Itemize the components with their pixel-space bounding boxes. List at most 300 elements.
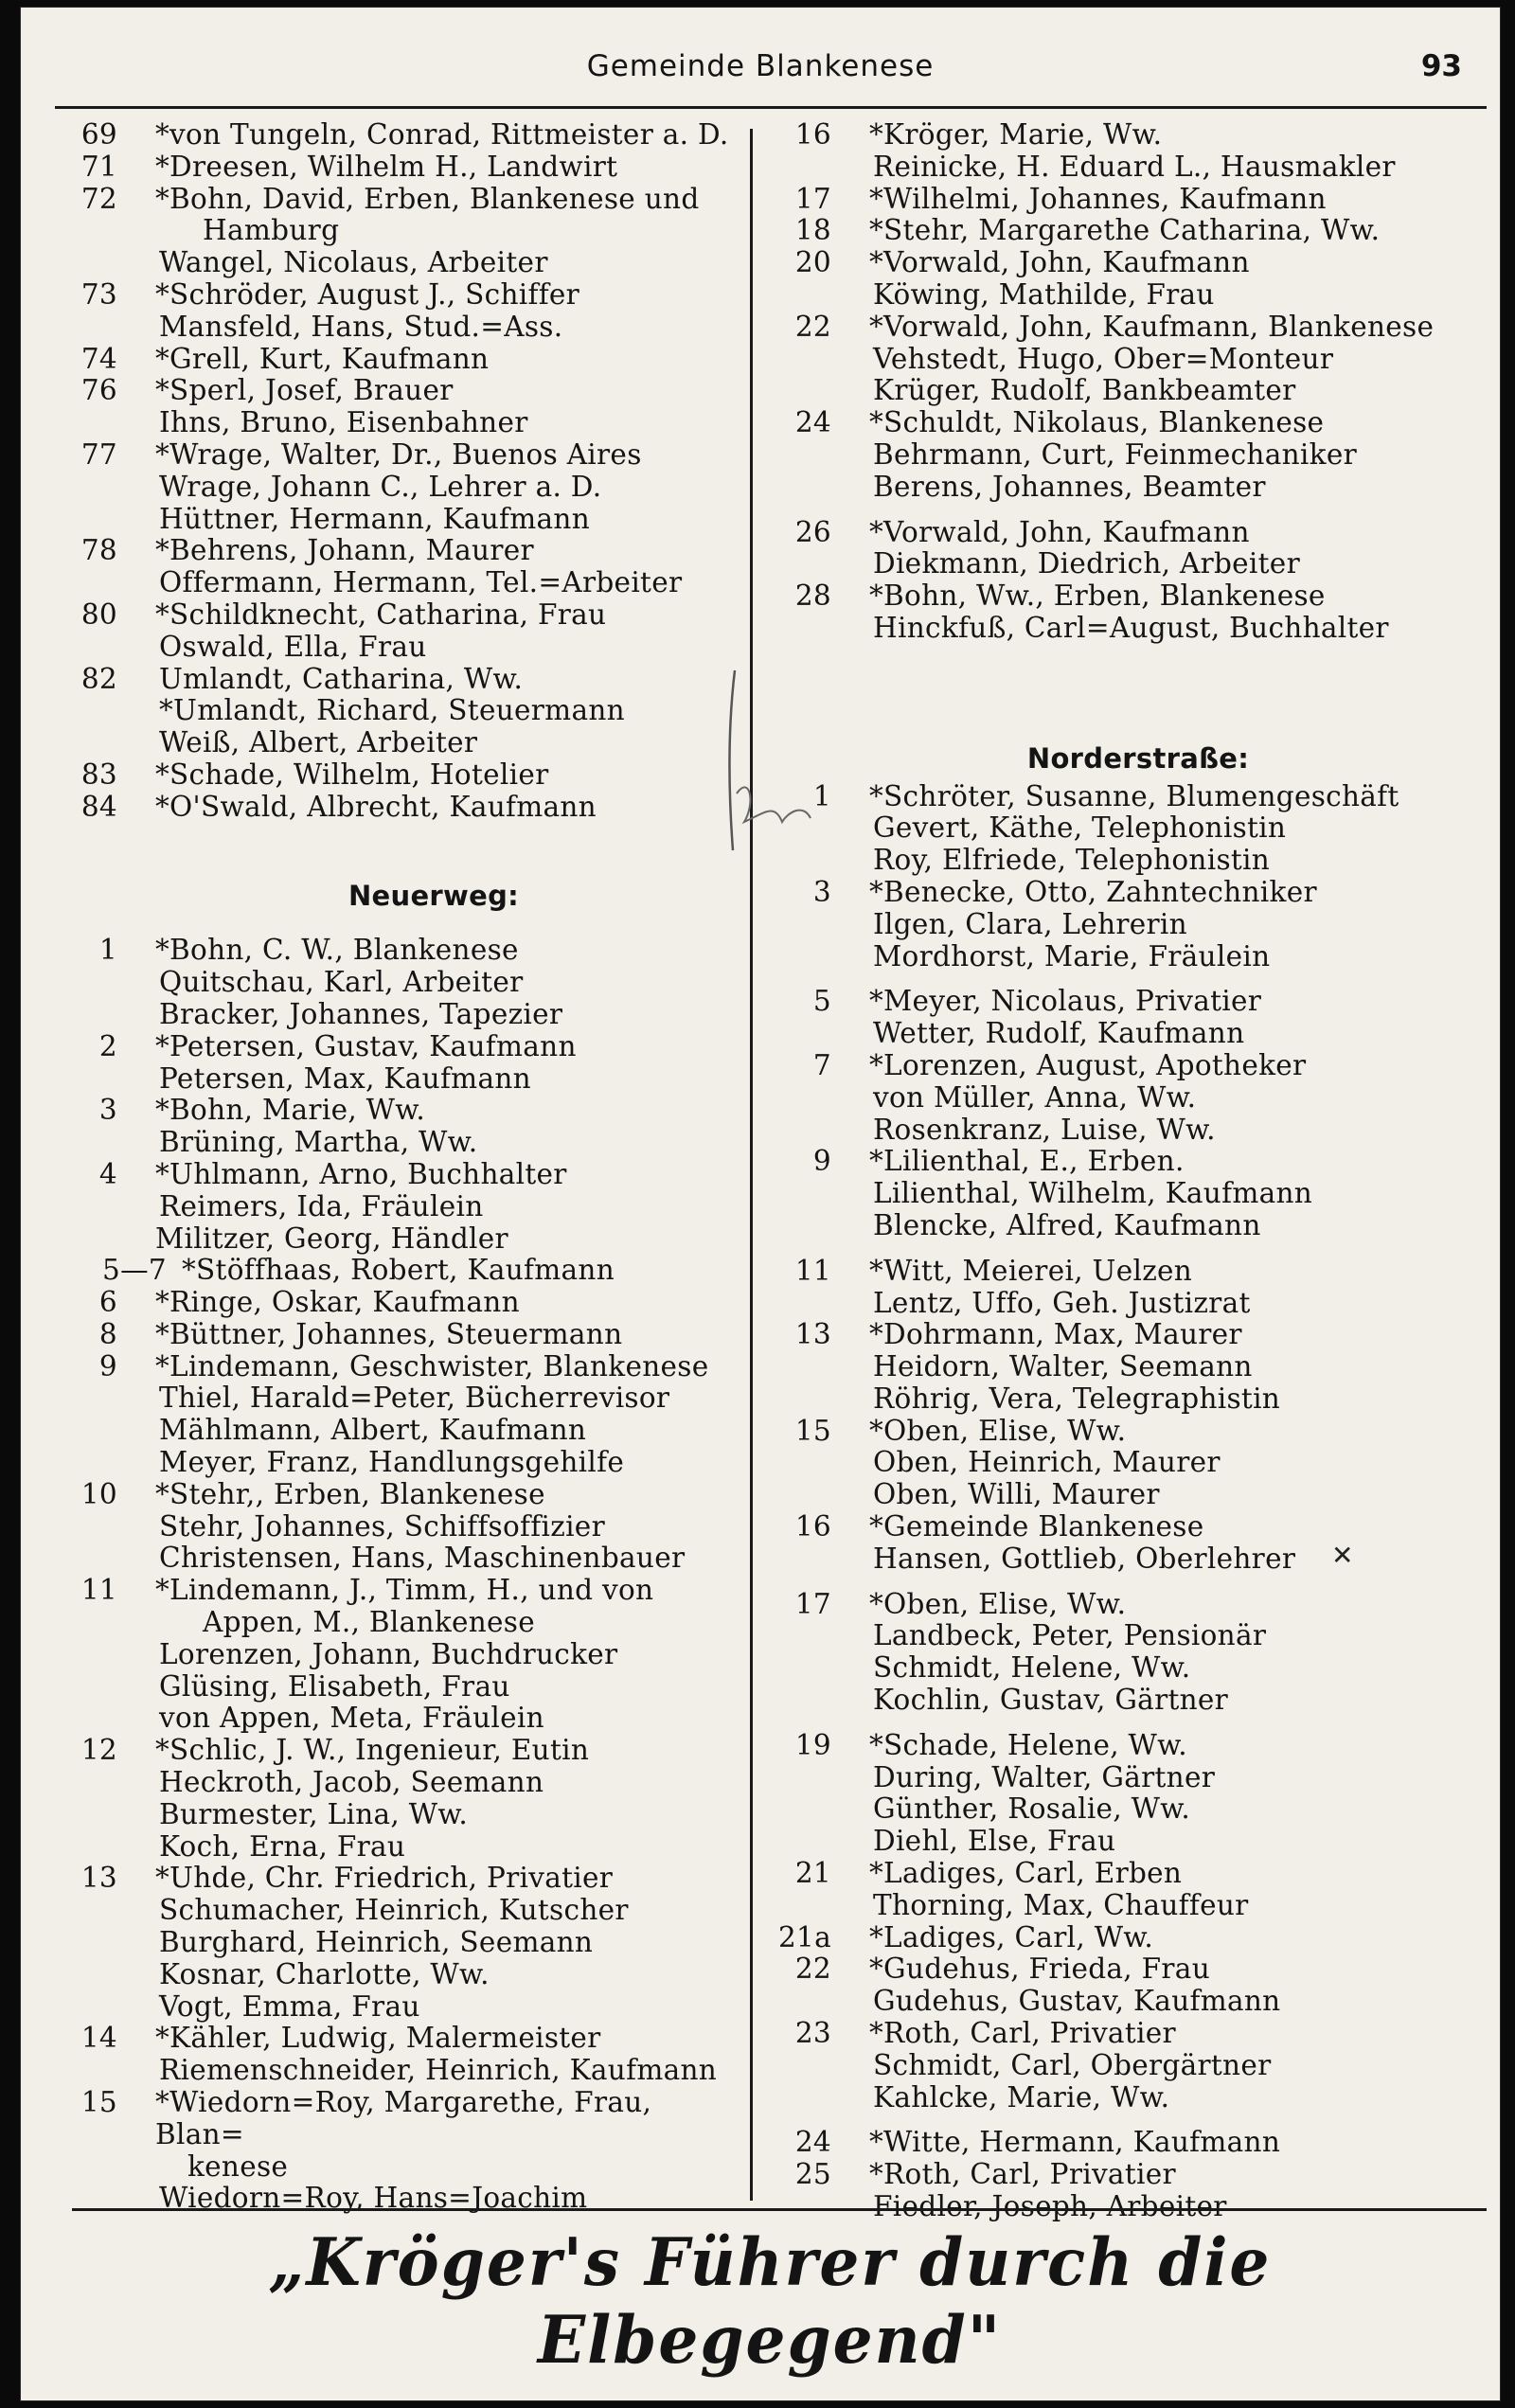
resident-name: *Schröter, Susanne, Blumengeschäft [869,779,1399,812]
resident-name: Appen, M., Blankenese [203,1606,536,1639]
directory-entry [55,1159,746,1191]
directory-entry [55,2055,746,2087]
resident-name: *Vorwald, John, Kaufmann, Blankenese [869,310,1435,343]
resident-name: *Gudehus, Frieda, Frau [869,1953,1210,1986]
resident-name: Fiedler, Joseph, Arbeiter [873,2190,1227,2223]
directory-entry [769,812,1488,845]
directory-entry [55,1831,746,1864]
resident-name: Wetter, Rudolf, Kaufmann [873,1017,1245,1050]
directory-entry [769,845,1488,877]
resident-name: *Sperl, Josef, Brauer [155,374,454,407]
resident-name: *Dreesen, Wilhelm H., Landwirt [155,150,618,183]
resident-name: *Meyer, Nicolaus, Privatier [869,985,1262,1018]
resident-name: *Vorwald, John, Kaufmann [869,246,1250,279]
resident-name: *Stehr,, Erben, Blankenese [155,1477,545,1510]
directory-entry [769,580,1488,613]
directory-entry [55,1382,746,1415]
resident-name: Landbeck, Peter, Pensionär [873,1619,1267,1652]
house-number: 82 [80,662,117,695]
directory-entry [55,1959,746,1991]
resident-name: Hansen, Gottlieb, Oberlehrer [873,1542,1296,1575]
house-number: 28 [794,580,831,613]
directory-entry [55,1991,746,2024]
directory-entry [769,1858,1488,1890]
resident-name: Thorning, Max, Chauffeur [873,1888,1249,1921]
directory-entry [769,1479,1488,1511]
house-number: 5—7 [102,1254,167,1287]
directory-entry [769,1018,1488,1050]
directory-entry [55,1927,746,1959]
resident-name: Rosenkranz, Luise, Ww. [873,1113,1216,1146]
house-number: 76 [80,374,117,407]
resident-name: Oben, Willi, Maurer [873,1478,1160,1511]
house-number: 7 [812,1048,831,1081]
directory-entry [769,152,1488,184]
resident-name: Kochlin, Gustav, Gärtner [873,1684,1229,1717]
resident-name: *Benecke, Otto, Zahntechniker [869,875,1317,908]
directory-entry [55,1063,746,1096]
directory-entry [769,517,1488,549]
house-number: 9 [98,1349,117,1382]
directory-entry [769,1986,1488,2018]
resident-name: Koch, Erna, Frau [159,1829,406,1863]
resident-name: *von Tungeln, Conrad, Rittmeister a. D. [155,118,729,151]
resident-name: Weiß, Albert, Arbeiter [159,726,478,759]
resident-name: Gudehus, Gustav, Kaufmann [873,1985,1281,2018]
resident-name: Burmester, Lina, Ww. [159,1797,469,1830]
directory-entry [769,1383,1488,1416]
directory-entry [55,1223,746,1256]
resident-name: *Schuldt, Nikolaus, Blankenese [869,406,1325,439]
house-number: 9 [812,1145,831,1178]
directory-entry [769,1319,1488,1351]
resident-name: Meyer, Franz, Handlungsgehilfe [159,1446,625,1479]
left-column [55,119,746,2215]
house-number: 71 [80,150,117,183]
resident-name: Roy, Elfriede, Telephonistin [873,844,1271,877]
directory-entry [769,472,1488,504]
directory-entry [55,2087,746,2151]
resident-name: *Vorwald, John, Kaufmann [869,515,1250,548]
directory-entry [55,1543,746,1575]
directory-entry [55,247,746,279]
house-number: 1 [98,934,117,967]
directory-entry [55,1287,746,1319]
directory-entry [55,279,746,312]
resident-name: Reinicke, H. Eduard L., Hausmakler [873,150,1396,183]
directory-entry [769,1447,1488,1479]
directory-entry [769,1922,1488,1954]
directory-entry [769,1953,1488,1986]
house-number: 1 [812,779,831,812]
house-number: 26 [794,515,831,548]
resident-name: *Schade, Helene, Ww. [869,1728,1187,1761]
resident-name: Wangel, Nicolaus, Arbeiter [159,246,548,279]
directory-entry [55,1319,746,1351]
directory-entry [55,567,746,599]
directory-entry [55,184,746,216]
directory-entry [769,1652,1488,1685]
directory-entry [55,2023,746,2055]
resident-name: Kosnar, Charlotte, Ww. [159,1957,490,1990]
directory-entry [769,1351,1488,1383]
directory-entry [55,215,746,247]
resident-name: Wrage, Johann C., Lehrer a. D. [159,470,602,503]
resident-name: Vehstedt, Hugo, Ober=Monteur [873,342,1334,375]
house-number: 11 [794,1254,831,1287]
resident-name: Christensen, Hans, Maschinenbauer [159,1542,686,1575]
directory-entry [55,632,746,664]
house-number: 69 [80,118,117,151]
directory-page [21,8,1500,2400]
resident-name: During, Walter, Gärtner [873,1760,1216,1793]
resident-name: *Schröder, August J., Schiffer [155,277,580,311]
resident-name: kenese [187,2149,289,2183]
house-number: 74 [80,342,117,375]
directory-entry [55,439,746,472]
resident-name: Hinckfuß, Carl=August, Buchhalter [873,611,1389,644]
resident-name: Oswald, Ella, Frau [159,630,427,663]
directory-entry [769,1762,1488,1794]
resident-name: *Oben, Elise, Ww. [869,1414,1127,1447]
directory-entry [769,1685,1488,1717]
house-number: 77 [80,437,117,471]
directory-entry [769,2191,1488,2223]
resident-name: Glüsing, Elisabeth, Frau [159,1669,510,1703]
house-number: 20 [794,246,831,279]
house-number: 2 [98,1029,117,1062]
resident-name: Mansfeld, Hans, Stud.=Ass. [159,310,563,343]
resident-name: Berens, Johannes, Beamter [873,470,1266,503]
house-number: 24 [794,2126,831,2159]
house-number: 10 [80,1477,117,1510]
resident-name: *Witte, Hermann, Kaufmann [869,2126,1281,2159]
directory-entry [769,407,1488,439]
resident-name: *Wrage, Walter, Dr., Buenos Aires [155,437,642,471]
directory-entry [769,1256,1488,1288]
house-number: 14 [80,2022,117,2055]
directory-entry [769,1730,1488,1762]
directory-entry [769,2050,1488,2082]
column-divider [750,129,753,2201]
resident-name: *Wilhelmi, Johannes, Kaufmann [869,182,1327,215]
resident-name: *Lilienthal, E., Erben. [869,1145,1185,1178]
resident-name: *Oben, Elise, Ww. [869,1587,1127,1620]
footer-rule [72,2208,1487,2211]
resident-name: Günther, Rosalie, Ww. [873,1793,1191,1826]
resident-name: *Ladiges, Carl, Ww. [869,1920,1154,1953]
resident-name: Kahlcke, Marie, Ww. [873,2080,1170,2114]
directory-entry [55,599,746,632]
resident-name: Petersen, Max, Kaufmann [159,1061,531,1095]
directory-entry [55,1511,746,1543]
page-title: Gemeinde Blankenese [586,49,935,83]
resident-name: Stehr, Johannes, Schiffsoffizier [159,1509,605,1543]
resident-name: Bracker, Johannes, Tapezier [159,997,563,1030]
right-column [769,119,1488,2223]
resident-name: *Ringe, Oskar, Kaufmann [155,1286,520,1319]
house-number: 6 [98,1286,117,1319]
directory-entry [769,1793,1488,1826]
directory-entry [55,664,746,696]
house-number: 12 [80,1734,117,1767]
resident-name: *Uhde, Chr. Friedrich, Privatier [155,1862,614,1895]
resident-name: Thiel, Harald=Peter, Bücherrevisor [159,1382,670,1415]
resident-name: *Bohn, Ww., Erben, Blankenese [869,580,1326,613]
directory-entry [55,1895,746,1927]
directory-entry [55,535,746,567]
directory-entry [55,1703,746,1735]
directory-entry [55,312,746,344]
directory-entry [769,247,1488,279]
directory-entry [55,2151,746,2184]
directory-entry [769,1210,1488,1242]
directory-entry [769,312,1488,344]
resident-name: *Petersen, Gustav, Kaufmann [155,1029,577,1062]
resident-name: Krüger, Rudolf, Bankbeamter [873,374,1296,407]
directory-entry [55,1351,746,1383]
resident-name: *Grell, Kurt, Kaufmann [155,342,490,375]
resident-name: *Stöffhaas, Robert, Kaufmann [182,1254,615,1287]
resident-name: Köwing, Mathilde, Frau [873,277,1215,311]
directory-entry [769,344,1488,376]
directory-entry [769,781,1488,813]
resident-name: *Bohn, David, Erben, Blankenese und [155,182,700,215]
directory-entry [55,1607,746,1639]
footer-slogan: „Kröger's Führer durch die Elbegegend" [268,2223,1272,2379]
resident-name: *Schildknecht, Catharina, Frau [155,598,607,631]
directory-entry [55,1767,746,1799]
directory-entry [769,1620,1488,1652]
resident-name: Schmidt, Carl, Obergärtner [873,2048,1272,2081]
directory-entry [55,375,746,407]
directory-entry [55,792,746,824]
directory-entry [55,1447,746,1479]
house-number: 19 [794,1728,831,1761]
resident-name: *O'Swald, Albrecht, Kaufmann [155,790,597,823]
directory-entry [55,119,746,152]
cross-mark-icon: ✕ [1331,1540,1354,1571]
resident-name: *Kröger, Marie, Ww. [869,118,1163,151]
directory-entry [769,2159,1488,2191]
directory-entry [769,909,1488,941]
house-number: 21a [777,1920,831,1953]
directory-entry [55,1735,746,1767]
directory-entry [769,1589,1488,1621]
directory-entry [55,967,746,999]
resident-name: von Appen, Meta, Fräulein [159,1702,544,1735]
resident-name: Diehl, Else, Frau [873,1825,1116,1858]
directory-entry [769,2082,1488,2114]
resident-name: Ihns, Bruno, Eisenbahner [159,406,528,439]
pencil-annotation [708,661,822,869]
house-number: 23 [794,2017,831,2050]
house-number: 78 [80,534,117,567]
directory-entry [55,472,746,504]
directory-entry [769,1543,1488,1576]
resident-name: Mordhorst, Marie, Fräulein [873,939,1271,972]
directory-entry [769,2018,1488,2050]
directory-entry [769,215,1488,247]
resident-name: Röhrig, Vera, Telegraphistin [873,1382,1281,1415]
house-number: 15 [80,2086,117,2119]
directory-entry [55,1095,746,1127]
house-number: 17 [794,1587,831,1620]
resident-name: Gevert, Käthe, Telephonistin [873,812,1287,845]
directory-entry [55,1191,746,1223]
resident-name: Lorenzen, Johann, Buchdrucker [159,1637,618,1670]
resident-name: Mählmann, Albert, Kaufmann [159,1414,587,1447]
house-number: 16 [794,118,831,151]
house-number: 73 [80,277,117,311]
resident-name: Militzer, Georg, Händler [155,1222,508,1255]
house-number: 22 [794,310,831,343]
resident-name: Vogt, Emma, Frau [159,1989,420,2023]
resident-name: Wiedorn=Roy, Hans=Joachim [159,2182,588,2215]
directory-entry [769,279,1488,312]
directory-entry [55,1639,746,1671]
directory-entry [55,1671,746,1703]
directory-entry [769,1826,1488,1858]
house-number: 3 [98,1094,117,1127]
directory-entry [55,407,746,439]
resident-name: Offermann, Hermann, Tel.=Arbeiter [159,566,683,599]
resident-name: *Bohn, Marie, Ww. [155,1094,426,1127]
house-number: 15 [794,1414,831,1447]
page-number: 93 [1420,49,1462,83]
resident-name: *Büttner, Johannes, Steuermann [155,1317,623,1350]
directory-entry [769,119,1488,152]
house-number: 4 [98,1157,117,1190]
resident-name: Burghard, Heinrich, Seemann [159,1926,594,1959]
resident-name: *Behrens, Johann, Maurer [155,534,534,567]
house-number: 13 [80,1862,117,1895]
directory-entry [55,695,746,727]
resident-name: Lentz, Uffo, Geh. Justizrat [873,1286,1251,1319]
house-number: 17 [794,182,831,215]
directory-entry [55,999,746,1031]
house-number: 18 [794,214,831,247]
directory-entry [769,1115,1488,1147]
header-rule [55,106,1487,109]
directory-entry [769,2127,1488,2159]
resident-name: *Schlic, J. W., Ingenieur, Eutin [155,1734,590,1767]
resident-name: Umlandt, Catharina, Ww. [159,662,524,695]
directory-entry [769,986,1488,1018]
resident-name: *Dohrmann, Max, Maurer [869,1318,1242,1351]
directory-entry [55,1415,746,1447]
resident-name: *Lindemann, Geschwister, Blankenese [155,1349,709,1382]
directory-entry [55,759,746,792]
resident-name: Brüning, Martha, Ww. [159,1126,478,1159]
resident-name: von Müller, Anna, Ww. [873,1080,1197,1114]
directory-entry [55,1799,746,1831]
directory-entry [769,184,1488,216]
directory-entry [769,1082,1488,1115]
directory-entry [769,439,1488,472]
house-number: 84 [80,790,117,823]
page-header [21,49,1500,97]
directory-entry [769,1890,1488,1922]
directory-entry [769,877,1488,909]
directory-entry [769,1288,1488,1320]
resident-name: Schumacher, Heinrich, Kutscher [159,1894,629,1927]
directory-entry [55,1575,746,1607]
resident-name: *Roth, Carl, Privatier [869,2017,1176,2050]
resident-name: *Wiedorn=Roy, Margarethe, Frau, Blan= [155,2086,652,2150]
house-number: 5 [812,985,831,1018]
house-number: 13 [794,1318,831,1351]
resident-name: Blencke, Alfred, Kaufmann [873,1208,1261,1241]
directory-entry [769,375,1488,407]
house-number: 80 [80,598,117,631]
resident-name: *Ladiges, Carl, Erben [869,1857,1183,1890]
street-heading: Norderstraße: [1026,741,1250,775]
house-number: 16 [794,1510,831,1543]
resident-name: Reimers, Ida, Fräulein [159,1189,484,1222]
resident-name: *Witt, Meierei, Uelzen [869,1254,1193,1287]
directory-entry [769,1146,1488,1178]
resident-name: Hüttner, Hermann, Kaufmann [159,502,591,535]
directory-entry [769,1511,1488,1543]
resident-name: Ilgen, Clara, Lehrerin [873,907,1187,940]
house-number: 83 [80,758,117,791]
resident-name: Hamburg [203,214,340,247]
resident-name: *Kähler, Ludwig, Malermeister [155,2022,601,2055]
directory-entry [769,1178,1488,1210]
house-number: 25 [794,2158,831,2191]
directory-entry [55,344,746,376]
resident-name: *Lindemann, J., Timm, H., und von [155,1574,654,1607]
directory-entry [769,1416,1488,1448]
resident-name: Oben, Heinrich, Maurer [873,1446,1221,1479]
house-number: 11 [80,1574,117,1607]
resident-name: *Bohn, C. W., Blankenese [155,934,519,967]
directory-entry [55,504,746,536]
resident-name: *Umlandt, Richard, Steuermann [159,694,625,727]
directory-entry [55,1255,746,1287]
resident-name: *Roth, Carl, Privatier [869,2158,1176,2191]
directory-entry [55,727,746,759]
directory-entry [769,1050,1488,1082]
house-number: 3 [812,875,831,908]
directory-entry [769,941,1488,973]
resident-name: Schmidt, Helene, Ww. [873,1651,1191,1685]
house-number: 21 [794,1857,831,1890]
directory-entry [769,548,1488,580]
directory-entry [55,1127,746,1159]
house-number: 24 [794,406,831,439]
directory-entry [55,1031,746,1063]
house-number: 72 [80,182,117,215]
resident-name: Behrmann, Curt, Feinmechaniker [873,437,1357,471]
resident-name: *Uhlmann, Arno, Buchhalter [155,1157,567,1190]
resident-name: Heidorn, Walter, Seemann [873,1350,1253,1383]
resident-name: *Gemeinde Blankenese [869,1510,1204,1543]
house-number: 8 [98,1317,117,1350]
resident-name: *Schade, Wilhelm, Hotelier [155,758,549,791]
resident-name: Lilienthal, Wilhelm, Kaufmann [873,1177,1313,1210]
resident-name: Quitschau, Karl, Arbeiter [159,966,524,999]
directory-entry [55,1479,746,1511]
resident-name: Heckroth, Jacob, Seemann [159,1766,544,1799]
directory-entry [55,1863,746,1895]
street-heading: Neuerweg: [348,879,520,912]
resident-name: *Stehr, Margarethe Catharina, Ww. [869,214,1381,247]
resident-name: Riemenschneider, Heinrich, Kaufmann [159,2054,718,2087]
directory-entry [55,152,746,184]
directory-entry [55,935,746,967]
